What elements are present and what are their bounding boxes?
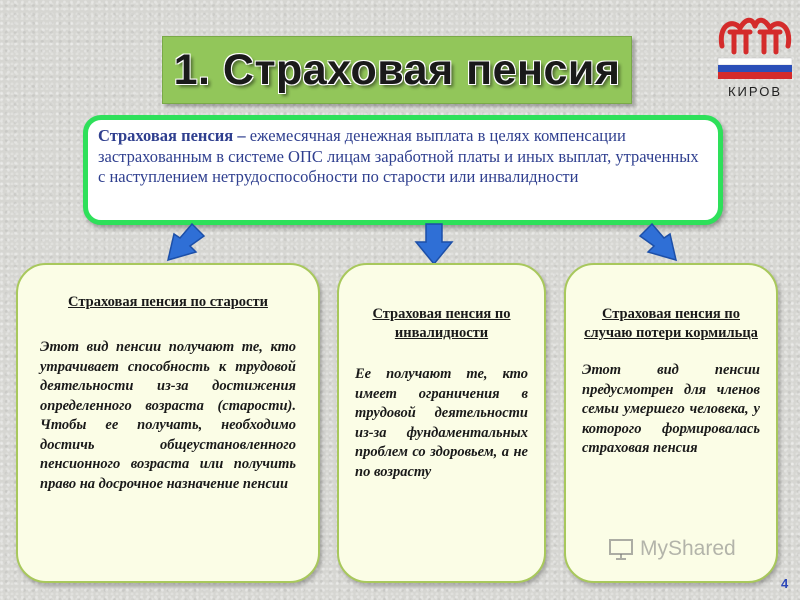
arrow-down-icon (412, 222, 456, 266)
definition-term: Страховая пенсия – (98, 126, 246, 145)
page-title: 1. Страховая пенсия (173, 45, 621, 94)
arrow-down-right-icon (638, 222, 682, 266)
logo-text: КИРОВ (727, 84, 783, 99)
card-title: Страховая пенсия по старости (68, 294, 268, 310)
page-number: 4 (781, 576, 789, 591)
presentation-icon (608, 537, 634, 561)
card-body: Ее получают те, кто имеет ограничения в трудовой деятельности из-за фундаментальных проблем со здоровьем, а не по возрасту (355, 366, 528, 480)
card-disability-pension (337, 263, 546, 583)
definition-box (83, 115, 723, 225)
card-body: Этот вид пенсии получают те, кто утрачивает способность к трудовой деятельности из-за достижения определенного возраста (старости). Чтобы ее получать, необходимо достичь общеустановленного пенсионного возраста или получить право на досрочное назначение пенсии (40, 339, 296, 492)
title-banner (162, 36, 632, 104)
card-title: Страховая пенсия по инвалидности (372, 306, 511, 341)
watermark (608, 534, 768, 564)
card-old-age-pension (16, 263, 320, 583)
watermark-text: MyShared (640, 537, 736, 560)
definition-text: ежемесячная денежная выплата в целях компенсации застрахованным в системе ОПС лицам заработной платы и иных выплат, утраченных с наступлением нетрудоспособности по старости или инвалидности (98, 126, 699, 186)
pfr-logo (712, 6, 798, 98)
pfr-logo-icon (712, 6, 798, 86)
card-body: Этот вид пенсии предусмотрен для членов семьи умершего человека, у которого формировалась страховая пенсия (582, 362, 760, 456)
arrow-down-left-icon (162, 222, 206, 266)
card-title: Страховая пенсия по случаю потери кормильца (584, 306, 758, 341)
